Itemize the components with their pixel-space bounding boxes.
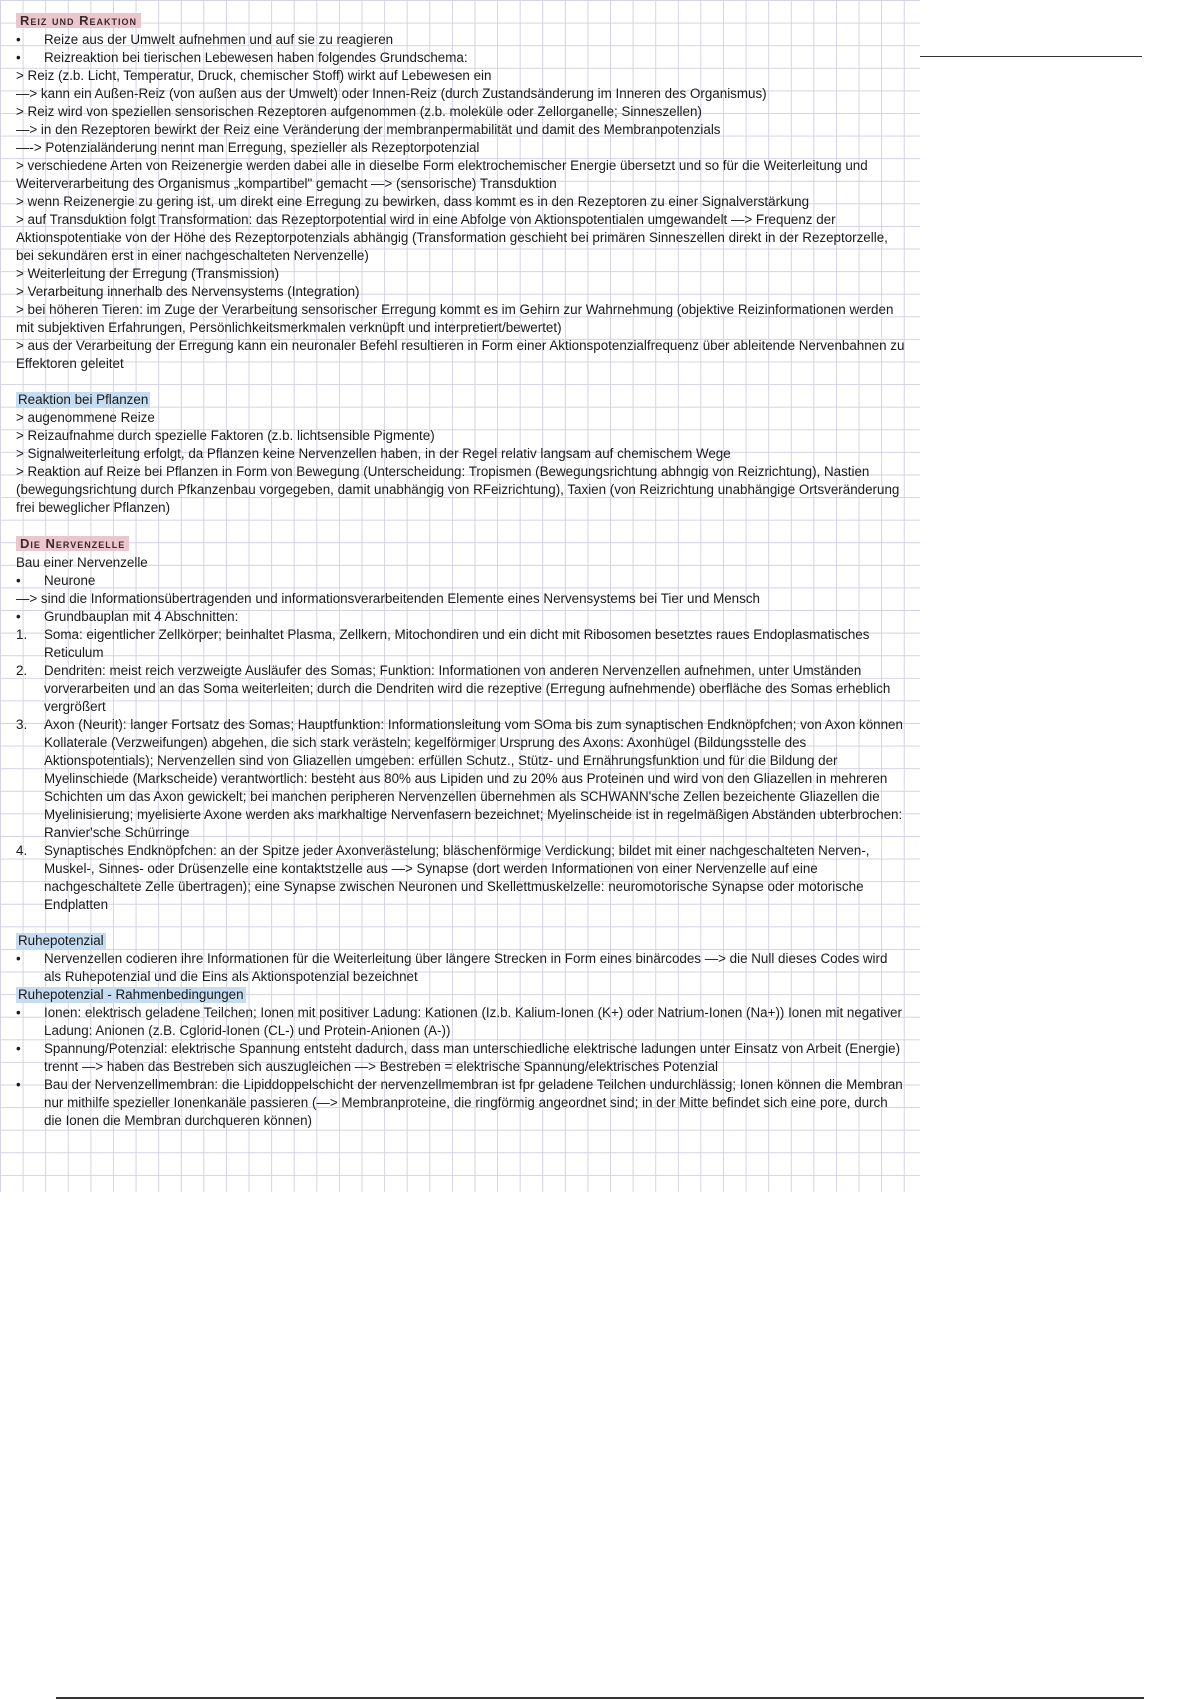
number-marker: 1. (16, 627, 28, 642)
bullet-marker: • (16, 609, 21, 624)
note-line: > bei höheren Tieren: im Zuge der Verarbeitung sensorischer Erregung kommt es im Gehirn zur Wahrnehmung (objektive Reizinformationen werden mit subjektiven Erfahrungen, Persönlichkeitsmerkmalen verknüpft und interpretiert/bewertet) (16, 302, 894, 335)
note-line: > auf Transduktion folgt Transformation: das Rezeptorpotential wird in eine Abfolge von Aktionspotentialen umgewandelt —> Frequenz der Aktionspotentiake von der Höhe des Rezeptorpotenzials abhängig (Transformation geschieht bei primären Sinneszellen direkt in der Rezeptorzelle, bei sekundären erst in einer nachgeschalteten Nervenzelle) (16, 212, 888, 263)
bullet-item: • Ionen: elektrisch geladene Teilchen; Ionen mit positiver Ladung: Kationen (Iz.b. Kalium-Ionen (K+) oder Natrium-Ionen (Na+)) Ionen mit negativer Ladung: Anionen (z.B. Cglorid-Ionen (CL-) und Protein-Anionen (A-)) (16, 1005, 902, 1038)
bullet-marker: • (16, 1005, 21, 1020)
number-marker: 2. (16, 663, 28, 678)
note-line: > verschiedene Arten von Reizenergie werden dabei alle in dieselbe Form elektrochemischer Energie übersetzt und so für die Weiterleitung und Weiterverarbeitung des Organismus „kompartibel" gemacht —> (sensorische) Transduktion (16, 158, 868, 191)
note-line: > Signalweiterleitung erfolgt, da Pflanzen keine Nervenzellen haben, in der Regel relativ langsam auf chemischem Wege (16, 446, 731, 461)
notes-content (16, 12, 906, 1130)
heading-die-nervenzelle: Die Nervenzelle (16, 536, 129, 551)
bullet-marker: • (16, 951, 21, 966)
heading-reaktion-bei-pflanzen: Reaktion bei Pflanzen (18, 392, 149, 407)
bullet-item: • Nervenzellen codieren ihre Informationen für die Weiterleitung über längere Strecken in Form eines binärcodes —> die Null dieses Codes wird als Ruhepotenzial und die Eins als Aktionspotenzial bezeichnet (16, 951, 888, 984)
bullet-marker: • (16, 50, 21, 65)
note-line: > Weiterleitung der Erregung (Transmission) (16, 266, 280, 281)
numbered-item: 2. Dendriten: meist reich verzweigte Ausläufer des Somas; Funktion: Informationen von anderen Nervenzellen aufnehmen, unter Umständen vorverarbeiten und an das Soma weiterleiten; durch die Dendriten wird die rezeptive (Erregung aufnehmende) oberfläche des Somas erheblich vergrößert (16, 663, 891, 714)
number-marker: 3. (16, 717, 28, 732)
bullet-marker: • (16, 1041, 21, 1056)
heading-ruhepotenzial-rahmenbedingungen: Ruhepotenzial - Rahmenbedingungen (18, 987, 244, 1002)
note-line: —> sind die Informationsübertragenden und informationsverarbeitenden Elemente eines Nervensystems bei Tier und Mensch (16, 591, 760, 606)
note-line: > aus der Verarbeitung der Erregung kann ein neuronaler Befehl resultieren in Form einer Aktionspotenzialfrequenz über ableitende Nervenbahnen zu Effektoren geleitet (16, 338, 905, 371)
bullet-item: • Grundbauplan mit 4 Abschnitten: (16, 609, 239, 624)
bullet-item: • Bau der Nervenzellmembran: die Lipiddoppelschicht der nervenzellmembran ist fpr geladene Teilchen undurchlässig; Ionen können die Membran nur mithilfe spezieller Ionenkanäle passieren (—> Membranproteine, die ringförmig angeordnet sind; in der Mitte befindet sich eine pore, durch die Ionen die Membran durchqueren können) (16, 1077, 903, 1128)
note-line: > augenommene Reize (16, 410, 155, 425)
note-line: > Reiz wird von speziellen sensorischen Rezeptoren aufgenommen (z.b. moleküle oder Zellorganelle; Sinneszellen) (16, 104, 702, 119)
bullet-marker: • (16, 573, 21, 588)
note-line: —> in den Rezeptoren bewirkt der Reiz eine Veränderung der membranpermabilität und damit des Membranpotenzials (16, 122, 721, 137)
note-line: > Verarbeitung innerhalb des Nervensystems (Integration) (16, 284, 360, 299)
bullet-item: • Neurone (16, 573, 96, 588)
header-rule (920, 56, 1142, 57)
note-line: > Reaktion auf Reize bei Pflanzen in Form von Bewegung (Unterscheidung: Tropismen (Bewegungsrichtung abhngig von Reizrichtung), Nastien (bewegungsrichtung durch Pfkanzenbau vorgegeben, damit unabhängig von RFeizrichtung), Taxien (von Reizrichtung unabhängige Ortsveränderung frei beweglicher Pflanzen) (16, 464, 900, 515)
numbered-item: 3. Axon (Neurit): langer Fortsatz des Somas; Hauptfunktion: Informationsleitung vom SOma bis zum synaptischen Endknöpfchen; von Axon können Kollaterale (Verzweifungen) abgehen, die sich stark verästeln; kegelförmiger Ursprung des Axons: Axonhügel (Bildungsstelle des Aktionspotentials); Nervenzellen sind von Gliazellen umgeben: erfüllen Schutz., Stütz- und Ernährungsfunktion und für die Bildung der Myelinschiede (Markscheide) verantwortlich: besteht aus 80% aus Lipiden und zu 20% aus Proteinen und wird von den Gliazellen in mehreren Schichten um das Axon gewickelt; bei manchen peripheren Nervenzellen übernehmen als SCHWANN'sche Zellen bezeichente Gliazellen die Myelinisierung; myelisierte Axone werden aks markhaltige Nervenfasern bezeichnet; Myelinscheide ist in regelmäßigen Abständen ubterbrochen: Ranvier'sche Schürringe (16, 717, 903, 840)
note-line: > Reizaufnahme durch spezielle Faktoren (z.b. lichtsensible Pigmente) (16, 428, 435, 443)
numbered-item: 1. Soma: eigentlicher Zellkörper; beinhaltet Plasma, Zellkern, Mitochondiren und ein dicht mit Ribosomen besetztes raues Endoplasmatisches Reticulum (16, 627, 870, 660)
bullet-marker: • (16, 32, 21, 47)
note-line: > wenn Reizenergie zu gering ist, um direkt eine Erregung zu bewirken, dass kommt es in den Rezeptoren zu einer Signalverstärkung (16, 194, 810, 209)
bullet-item: • Reize aus der Umwelt aufnehmen und auf sie zu reagieren (16, 32, 394, 47)
note-line: —> kann ein Außen-Reiz (von außen aus der Umwelt) oder Innen-Reiz (durch Zustandsänderung im Inneren des Organismus) (16, 86, 767, 101)
heading-ruhepotenzial: Ruhepotenzial (18, 933, 104, 948)
bullet-item: • Reizreaktion bei tierischen Lebewesen haben folgendes Grundschema: (16, 50, 468, 65)
note-line: —-> Potenzialänderung nennt man Erregung, spezieller als Rezeptorpotenzial (16, 140, 480, 155)
numbered-item: 4. Synaptisches Endknöpfchen: an der Spitze jeder Axonverästelung; bläschenförmige Verdickung; bildet mit einer nachgeschalteten Nerven-, Muskel-, Sinnes- oder Drüsenzelle eine kontaktstzelle aus —> Synapse (dort werden Informationen von einer Nervenzelle auf eine nachgeschaltete Zelle übertragen); eine Synapse zwischen Neuronen und Skellettmuskelzelle: neuromotorische Synapse oder motorische Endplatten (16, 843, 870, 912)
footer-rule (56, 1697, 1144, 1699)
bullet-item: • Spannung/Potenzial: elektrische Spannung entsteht dadurch, dass man unterschiedliche elektrische ladungen unter Einsatz von Arbeit (Energie) trennt —> haben das Bestreben sich auszugleichen —> Bestreben = elektrische Spannung/elektrisches Potenzial (16, 1041, 901, 1074)
number-marker: 4. (16, 843, 28, 858)
subheading-bau-einer-nervenzelle: Bau einer Nervenzelle (16, 555, 148, 570)
heading-reiz-und-reaktion: Reiz und Reaktion (16, 13, 141, 28)
note-line: > Reiz (z.b. Licht, Temperatur, Druck, chemischer Stoff) wirkt auf Lebewesen ein (16, 68, 492, 83)
bullet-marker: • (16, 1077, 21, 1092)
